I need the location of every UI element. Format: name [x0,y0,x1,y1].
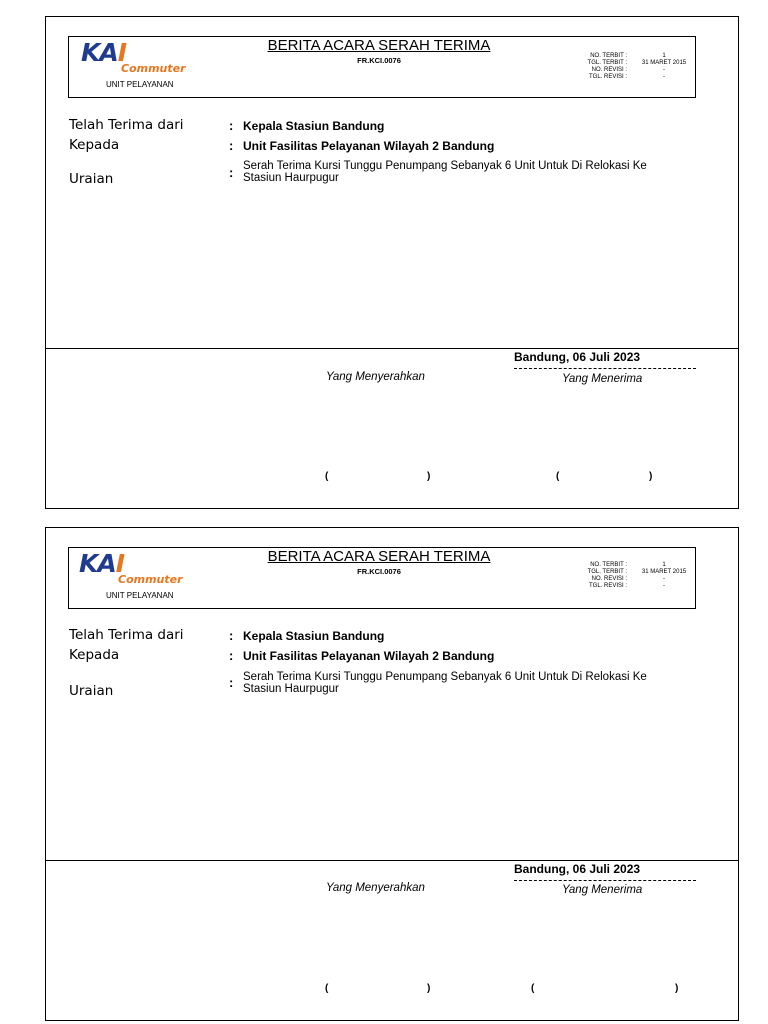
meta-label-no-terbit: NO. TERBIT : [590,562,627,568]
to-value: Unit Fasilitas Pelayanan Wilayah 2 Bandung [243,139,495,153]
meta-value-tgl-terbit: 31 MARET 2015 [641,569,687,575]
logo-brand-part2: I [117,38,127,67]
meta-label-tgl-revisi: TGL. REVISI : [588,74,627,80]
meta-value-tgl-terbit: 31 MARET 2015 [641,60,687,66]
logo-commuter-text: Commuter [118,573,183,586]
from-value: Kepala Stasiun Bandung [243,629,385,643]
logo-commuter-text: Commuter [121,62,186,75]
unit-label: UNIT PELAYANAN [106,591,174,600]
desc-label: Uraian [69,171,114,187]
to-value: Unit Fasilitas Pelayanan Wilayah 2 Bandung [243,649,495,663]
from-label: Telah Terima dari [69,627,184,643]
meta-value-no-terbit: 1 [662,53,666,59]
desc-value: Serah Terima Kursi Tunggu Penumpang Sebanyak 6 Unit Untuk Di Relokasi Ke Stasiun Haurpugur [243,671,647,695]
from-colon: : [229,118,234,133]
handover-form-1 [45,16,739,509]
meta-label-no-terbit: NO. TERBIT : [590,53,627,59]
receiver-label: Yang Menerima [562,884,643,896]
desc-colon: : [229,675,234,690]
receiver-close-paren: ) [675,983,679,994]
logo-brand-part1: KA [79,549,116,578]
signature-divider [46,348,738,349]
giver-label: Yang Menyerahkan [326,371,425,383]
document-title: BERITA ACARA SERAH TERIMA [267,548,491,565]
document-title: BERITA ACARA SERAH TERIMA [267,37,491,54]
desc-colon: : [229,165,234,180]
form-code: FR.KCI.0076 [357,567,401,576]
desc-value: Serah Terima Kursi Tunggu Penumpang Sebanyak 6 Unit Untuk Di Relokasi Ke Stasiun Haurpugur [243,160,647,184]
from-label: Telah Terima dari [69,117,184,133]
giver-close-paren: ) [427,983,431,994]
signature-date: Bandung, 06 Juli 2023 [514,862,641,876]
meta-label-tgl-terbit: TGL. TERBIT : [587,60,627,66]
to-colon: : [229,648,234,663]
meta-label-no-revisi: NO. REVISI : [591,67,627,73]
receiver-close-paren: ) [649,471,653,482]
form-header [68,547,696,609]
to-colon: : [229,138,234,153]
date-underline [514,880,696,881]
from-value: Kepala Stasiun Bandung [243,119,385,133]
meta-value-no-revisi: - [663,67,665,73]
handover-form-2 [45,527,739,1021]
logo-brand-part1: KA [81,38,118,67]
signature-divider [46,860,738,861]
signature-date: Bandung, 06 Juli 2023 [514,350,641,364]
from-colon: : [229,628,234,643]
meta-value-no-terbit: 1 [662,562,666,568]
meta-value-tgl-revisi: - [663,583,665,589]
giver-open-paren: ( [325,471,329,482]
form-code: FR.KCI.0076 [357,56,401,65]
to-label: Kepada [69,137,120,153]
giver-open-paren: ( [325,983,329,994]
meta-label-tgl-terbit: TGL. TERBIT : [587,569,627,575]
receiver-label: Yang Menerima [562,373,643,385]
kai-logo [81,38,126,67]
receiver-open-paren: ( [556,471,560,482]
receiver-open-paren: ( [531,983,535,994]
meta-value-tgl-revisi: - [663,74,665,80]
meta-label-no-revisi: NO. REVISI : [591,576,627,582]
unit-label: UNIT PELAYANAN [106,80,174,89]
giver-close-paren: ) [427,471,431,482]
giver-label: Yang Menyerahkan [326,882,425,894]
logo-brand-part2: I [115,549,125,578]
to-label: Kepada [69,647,120,663]
meta-value-no-revisi: - [663,576,665,582]
desc-label: Uraian [69,683,114,699]
date-underline [514,368,696,369]
form-header [68,36,696,98]
meta-label-tgl-revisi: TGL. REVISI : [588,583,627,589]
